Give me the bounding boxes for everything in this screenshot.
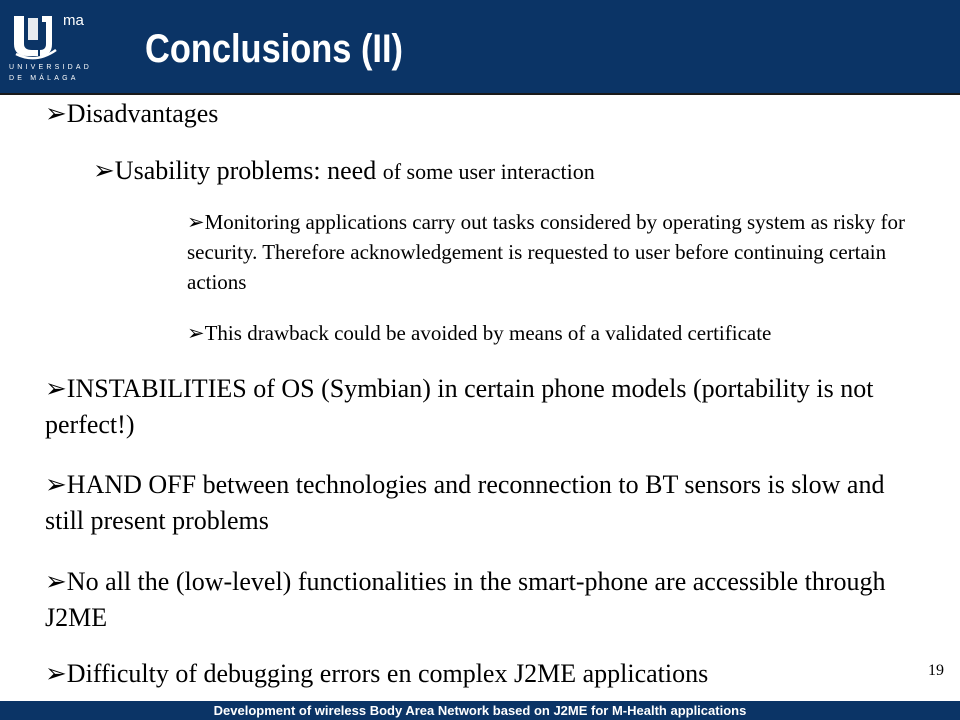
logo-superscript: ma	[63, 12, 84, 29]
bullet-text: This drawback could be avoided by means of a validated certificate	[204, 321, 772, 345]
slide-footer: Development of wireless Body Area Network based on J2ME for M-Health applications	[0, 701, 960, 720]
bullet-functionalities	[45, 564, 925, 636]
bullet-text: Difficulty of debugging errors en complex J2ME applications	[66, 659, 709, 688]
logo-text-line2: DE MÁLAGA	[9, 75, 79, 82]
bullet-instabilities	[45, 371, 925, 443]
arrow-bullet-icon: ➢	[45, 374, 67, 404]
arrow-bullet-icon: ➢	[93, 156, 115, 186]
logo-text-line1: UNIVERSIDAD	[9, 64, 93, 71]
bullet-text-small: of some user interaction	[382, 159, 595, 184]
bullet-text: INSTABILITIES of OS (Symbian) in certain phone models (portability is not perfect!)	[45, 374, 874, 439]
bullet-drawback	[187, 318, 947, 348]
university-logo	[8, 4, 93, 86]
arrow-bullet-icon: ➢	[45, 99, 67, 129]
bullet-text: Disadvantages	[66, 99, 219, 128]
bullet-handoff	[45, 467, 925, 539]
arrow-bullet-icon: ➢	[45, 470, 67, 500]
slide-title: Conclusions (II)	[145, 27, 403, 71]
arrow-bullet-icon: ➢	[45, 659, 67, 689]
bullet-text: No all the (low-level) functionalities in the smart-phone are accessible through J2ME	[45, 567, 886, 632]
page-number: 19	[928, 662, 944, 679]
bullet-text: HAND OFF between technologies and reconnection to BT sensors is slow and still present problems	[45, 470, 885, 535]
slide-header	[0, 0, 960, 95]
bullet-monitoring	[187, 207, 937, 297]
arrow-bullet-icon: ➢	[187, 210, 205, 234]
bullet-text: Monitoring applications carry out tasks considered by operating system as risky for security. Therefore acknowledgement is requested to user before continuing certain actions	[187, 210, 906, 294]
bullet-disadvantages	[45, 98, 218, 130]
arrow-bullet-icon: ➢	[187, 321, 205, 345]
bullet-usability	[93, 155, 595, 188]
arrow-bullet-icon: ➢	[45, 567, 67, 597]
bullet-text: Usability problems: need	[114, 156, 383, 185]
bullet-debugging	[45, 656, 925, 692]
